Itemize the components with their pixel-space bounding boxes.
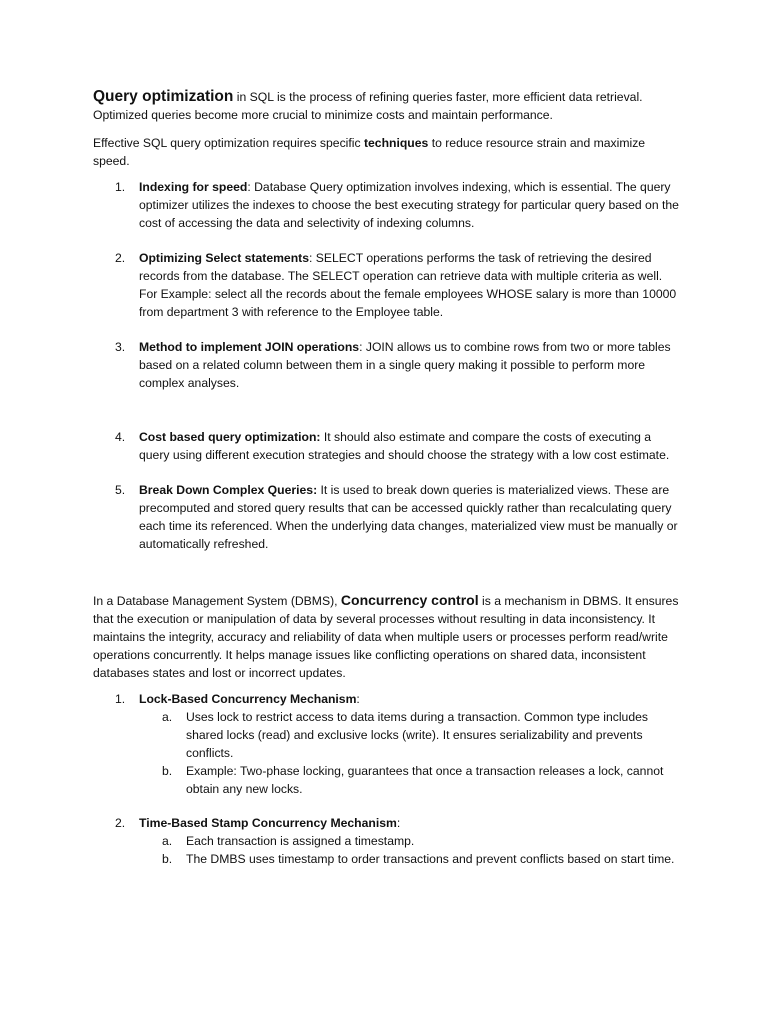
list-number: 3. (115, 340, 126, 354)
item-title: Optimizing Select statements (139, 251, 309, 265)
item-title: Lock-Based Concurrency Mechanism (139, 692, 357, 706)
concurrency-text-after: is a mechanism in DBMS. It ensures that the execution or manipulation of data by several processes without resulting in data inconsistency. It maintains the integrity, accuracy and reliability of data when multiple users or processes perform read/write operations concurrently. It helps manage issues like conflicting operations on shared data, inconsistent databases states and lost or incorrect updates. (93, 594, 679, 680)
sub-list-item (139, 708, 683, 762)
list-number: 1. (115, 180, 126, 194)
list-number: 1. (115, 692, 126, 706)
query-optimization-heading: Query optimization (93, 88, 234, 105)
item-text: : JOIN allows us to combine rows from two or more tables based on a related column between them in a single query making it possible to perform more complex analyses. (139, 340, 671, 390)
list-number: 2. (115, 251, 126, 265)
sub-letter: a. (162, 710, 173, 724)
item-title: Indexing for speed (139, 180, 248, 194)
sub-letter: b. (162, 764, 173, 778)
list-number: 2. (115, 816, 126, 830)
list-item (93, 690, 683, 798)
list-number: 5. (115, 483, 126, 497)
document-body (93, 88, 683, 868)
item-text: : SELECT operations performs the task of retrieving the desired records from the database. The SELECT operation can retrieve data with multiple criteria as well. For Example: select all the records about the female employees WHOSE salary is more than 10000 from department 3 with reference to the Employee table. (139, 251, 677, 319)
sub-list (139, 832, 683, 868)
item-title: Cost based query optimization: (139, 430, 321, 444)
list-item (93, 428, 683, 464)
concurrency-control-intro (93, 591, 683, 682)
query-optimization-intro (93, 88, 683, 124)
list-item (93, 178, 683, 232)
item-text: It is used to break down queries is materialized views. These are precomputed and stored query results that can be accessed quickly rather than recalculating query each time its referenced. When the underlying data changes, materialized view must be manually or automatically refreshed. (139, 483, 678, 551)
sub-list (139, 708, 683, 798)
sub-text: Example: Two-phase locking, guarantees that once a transaction releases a lock, cannot obtain any new locks. (186, 764, 664, 796)
item-colon: : (396, 816, 401, 830)
concurrency-list (93, 690, 683, 868)
list-item (93, 814, 683, 868)
sub-list-item (139, 850, 683, 868)
list-item (93, 338, 683, 392)
techniques-text-after: to reduce resource strain and maximize speed. (93, 136, 646, 168)
concurrency-control-heading: Concurrency control (340, 592, 479, 608)
item-text: It should also estimate and compare the costs of executing a query using different execution strategies and should choose the strategy with a low cost estimate. (139, 430, 670, 462)
techniques-list (93, 178, 683, 553)
item-text: : Database Query optimization involves indexing, which is essential. The query optimizer utilizes the indexes to choose the best executing strategy for particular query based on the cost of accessing the data and selectivity of indexing columns. (139, 180, 679, 230)
list-item (93, 481, 683, 553)
sub-text: The DMBS uses timestamp to order transactions and prevent conflicts based on start time. (186, 852, 675, 866)
sub-list-item (139, 762, 683, 798)
item-title: Time-Based Stamp Concurrency Mechanism (139, 816, 397, 830)
sub-list-item (139, 832, 683, 850)
sub-letter: b. (162, 852, 173, 866)
item-title: Break Down Complex Queries: (139, 483, 318, 497)
concurrency-text-before: In a Database Management System (DBMS), (93, 594, 341, 608)
sub-letter: a. (162, 834, 173, 848)
item-title: Method to implement JOIN operations (139, 340, 360, 354)
list-number: 4. (115, 430, 126, 444)
techniques-paragraph (93, 134, 683, 170)
list-item (93, 249, 683, 321)
techniques-bold: techniques (363, 136, 429, 150)
techniques-text-before: Effective SQL query optimization requires specific (93, 136, 364, 150)
item-colon: : (356, 692, 360, 706)
sub-text: Uses lock to restrict access to data items during a transaction. Common type includes shared locks (read) and exclusive locks (write). It ensures serializability and prevents conflicts. (186, 710, 648, 760)
intro-text: in SQL is the process of refining queries faster, more efficient data retrieval. Optimized queries become more crucial to minimize costs and maintain performance. (93, 90, 643, 122)
sub-text: Each transaction is assigned a timestamp. (186, 834, 415, 848)
